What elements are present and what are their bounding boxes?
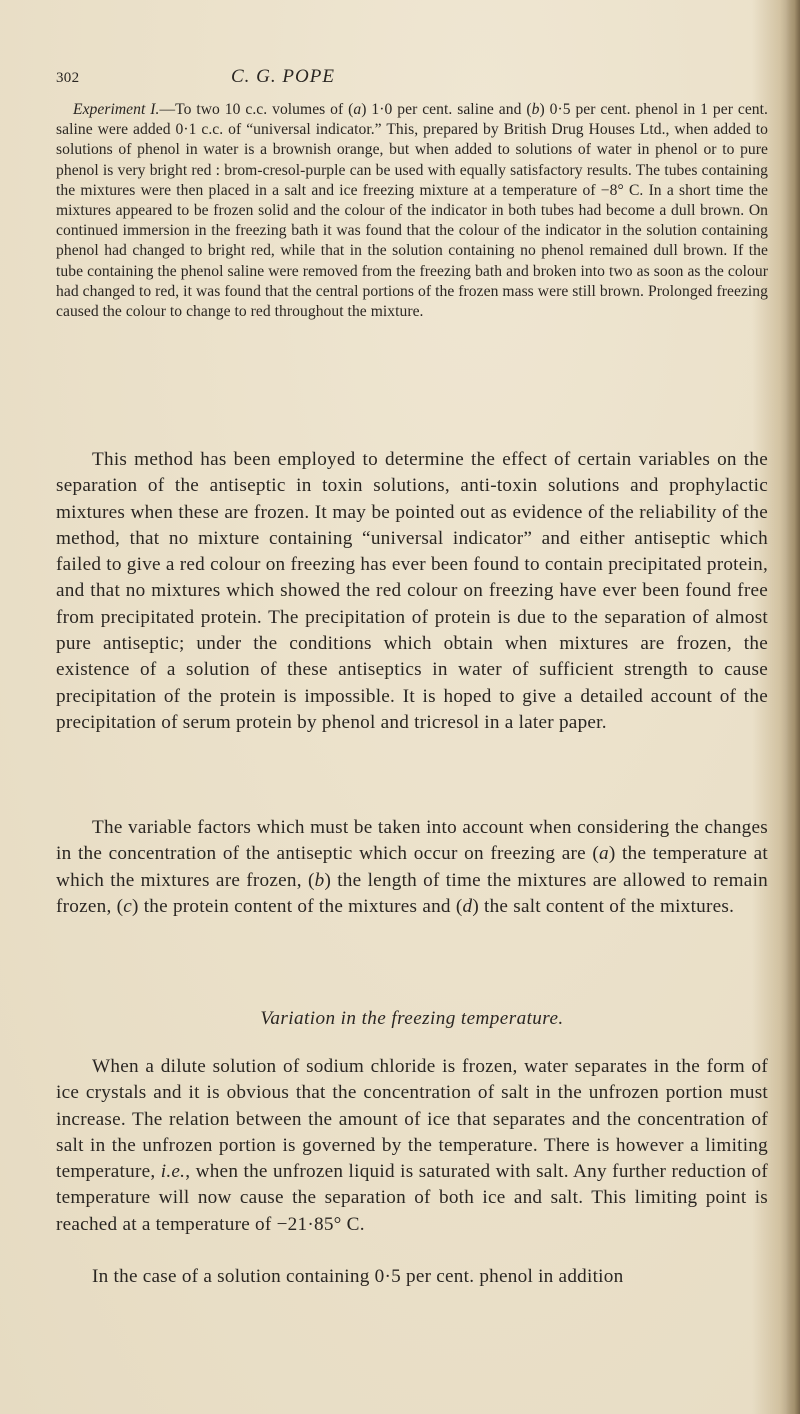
method-section: [56, 447, 768, 736]
phenol-paragraph: In the case of a solution containing 0·5 per cent. phenol in addition: [92, 1266, 624, 1287]
experiment-text: 0·5 per cent. phenol in 1 per cent. saline were added 0·1 c.c. of “universal indicator.” This, prepared by British Drug Houses Ltd., when added to solutions of phenol in water is a brownish orange, but when added to solutions of water in phenol or to pure phenol is very bright red : brom-cresol-purple can be used with equally satisfactory results. The tubes containing the mixtures were then placed in a salt and ice freezing mixture at a temperature of −8° C. In a short time the mixtures appeared to be frozen solid and the colour of the indicator in both tubes had become a dull brown. On continued immersion in the freezing bath it was found that the colour of the indicator in the solution containing phenol had changed to bright red, while that in the solution containing no phenol remained dull brown. If the tube containing the phenol saline were removed from the freezing bath and broken into two as soon as the colour had changed to red, it was found that the central portions of the frozen mass were still brown. Prolonged freezing caused the colour to change to red throughout the mixture.: [56, 101, 768, 321]
marker-d: (d): [455, 895, 479, 917]
variables-text: the temperature at which the mixtures are frozen,: [56, 843, 768, 891]
running-title: C. G. POPE: [231, 66, 335, 87]
ie-abbreviation: i.e.: [160, 1161, 186, 1183]
salt-section: [56, 1054, 768, 1238]
running-head: [56, 66, 768, 90]
marker-b: (b): [526, 101, 545, 118]
salt-paragraph: [56, 1054, 768, 1238]
variables-text: The variable factors which must be taken into account when considering the changes in the concentration of the antiseptic which occur on freezing are: [56, 817, 768, 865]
variables-section: [56, 815, 768, 920]
experiment-paragraph: [56, 100, 768, 322]
experiment-label: Experiment I.: [73, 101, 160, 118]
variables-text: the salt content of the mixtures.: [478, 895, 735, 917]
section-heading: Variation in the freezing temperature.: [260, 1008, 564, 1029]
marker-a: (a): [592, 843, 616, 865]
variables-paragraph: [56, 815, 768, 920]
experiment-text: —To two 10 c.c. volumes of: [159, 101, 349, 118]
salt-text: When a dilute solution of sodium chloride is frozen, water separates in the form of ice crystals and it is obvious that the concentration of salt in the unfrozen portion must increase. The relation between the amount of ice that separates and the concentration of salt in the unfrozen portion is governed by the temperature. There is however a limiting temperature,: [56, 1056, 768, 1183]
experiment-text: 1·0 per cent. saline and: [366, 101, 527, 118]
marker-c: (c): [116, 895, 139, 917]
page-edge-shadow: [786, 0, 800, 1414]
method-paragraph: This method has been employed to determine the effect of certain variables on the separation of the antiseptic in toxin solutions, anti-toxin solutions and prophylactic mixtures when these are frozen. It may be pointed out as evidence of the reliability of the method, that no mixture containing “universal indicator” and either antiseptic which failed to give a red colour on freezing has ever been found to contain precipitated protein, and that no mixtures which showed the red colour on freezing have ever been found free from precipitated protein. The precipitation of protein is due to the separation of almost pure antiseptic; under the conditions which obtain when mixtures are frozen, the existence of a solution of these antiseptics in water of sufficient strength to cause precipitation of the protein is impossible. It is hoped to give a detailed account of the precipitation of serum protein by phenol and tricresol in a later paper.: [56, 449, 768, 733]
variables-text: the length of time the mixtures are allowed to remain frozen,: [56, 869, 768, 917]
marker-a: (a): [348, 101, 367, 118]
salt-text: , when the unfrozen liquid is saturated with salt. Any further reduction of temperature will now cause the separation of both ice and salt. This limiting point is reached at a temperature of −21·85° C.: [56, 1161, 769, 1235]
variables-text: the protein content of the mixtures and: [138, 895, 456, 917]
phenol-section: [56, 1264, 768, 1290]
marker-b: (b): [307, 869, 332, 891]
page-number: 302: [56, 70, 80, 86]
